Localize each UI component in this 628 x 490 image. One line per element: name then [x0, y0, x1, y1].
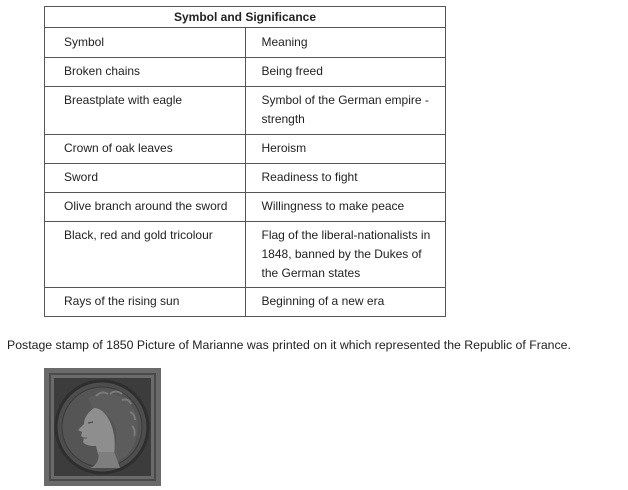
table-row — [45, 288, 446, 317]
header-symbol: Symbol — [45, 28, 246, 58]
symbol-cell: Broken chains — [45, 58, 246, 87]
table-row — [45, 164, 446, 193]
table-row — [45, 58, 446, 87]
table-row — [45, 87, 446, 135]
symbol-cell: Crown of oak leaves — [45, 135, 246, 164]
table-title: Symbol and Significance — [45, 7, 446, 28]
meaning-cell: Flag of the liberal-nationalists in 1848, banned by the Dukes of the German states — [245, 222, 446, 288]
symbol-significance-table — [44, 6, 446, 317]
table-row — [45, 222, 446, 288]
table-row — [45, 135, 446, 164]
meaning-cell: Being freed — [245, 58, 446, 87]
symbol-cell: Breastplate with eagle — [45, 87, 246, 135]
symbol-cell: Sword — [45, 164, 246, 193]
symbol-cell: Olive branch around the sword — [45, 193, 246, 222]
stamp-caption: Postage stamp of 1850 Picture of Marianne was printed on it which represented the Republic of France. — [7, 338, 571, 352]
meaning-cell: Heroism — [245, 135, 446, 164]
meaning-cell: Willingness to make peace — [245, 193, 446, 222]
table-row — [45, 193, 446, 222]
marianne-stamp-image — [44, 368, 161, 486]
header-meaning: Meaning — [245, 28, 446, 58]
marianne-stamp-icon — [44, 368, 161, 486]
meaning-cell: Symbol of the German empire - strength — [245, 87, 446, 135]
table-header-row — [45, 28, 446, 58]
meaning-cell: Readiness to fight — [245, 164, 446, 193]
meaning-cell: Beginning of a new era — [245, 288, 446, 317]
symbol-cell: Black, red and gold tricolour — [45, 222, 246, 288]
symbol-cell: Rays of the rising sun — [45, 288, 246, 317]
